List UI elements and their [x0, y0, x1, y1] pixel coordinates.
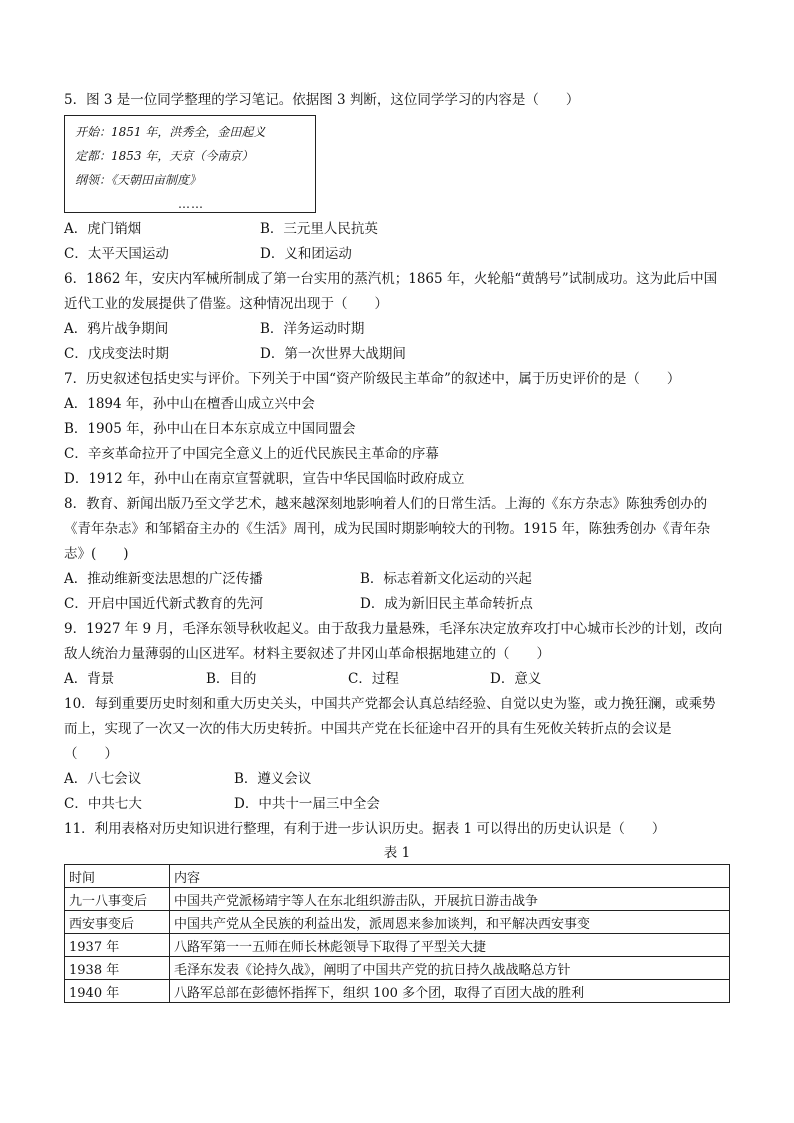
q7-option-d[interactable]: D．1912 年，孙中山在南京宣誓就职，宣告中华民国临时政府成立 — [64, 471, 465, 487]
row-content: 毛泽东发表《论持久战》，阐明了中国共产党的抗日持久战战略总方针 — [170, 957, 730, 980]
row-content: 中国共产党从全民族的利益出发，派周恩来参加谈判，和平解决西安事变 — [170, 911, 730, 934]
q5-stem: 5．图 3 是一位同学整理的学习笔记。依据图 3 判断，这位同学学习的内容是（ ） — [64, 92, 580, 108]
q10-stem-line1: 10．每到重要历史时刻和重大历史关头，中国共产党都会认真总结经验、自觉以史为鉴，或力挽狂澜，或乘势 — [64, 696, 716, 712]
row-time: 1940 年 — [65, 980, 170, 1003]
table-row — [65, 957, 730, 980]
q6-stem-line2: 近代工业的发展提供了借鉴。这种情况出现于（ ） — [64, 296, 388, 312]
q8-options-row2 — [64, 592, 730, 617]
q10-stem-line3: （ ） — [64, 746, 118, 762]
q9-options-row — [64, 667, 730, 692]
study-note-figure — [64, 115, 316, 213]
q9-option-c[interactable]: C．过程 — [348, 671, 399, 687]
q9-option-a[interactable]: A．背景 — [64, 671, 115, 687]
q5-option-c[interactable]: C．太平天国运动 — [64, 246, 169, 262]
q5-options-row1 — [64, 217, 730, 242]
q10-option-c[interactable]: C．中共七大 — [64, 796, 142, 812]
note-line-program: 纲领：《天朝田亩制度》 — [75, 173, 202, 187]
q9-option-b[interactable]: B．目的 — [206, 671, 257, 687]
q10-option-d[interactable]: D．中共十一届三中全会 — [234, 796, 380, 812]
q6-option-c[interactable]: C．戊戌变法时期 — [64, 346, 169, 362]
q10-options-row1 — [64, 767, 730, 792]
q6-stem-line1: 6．1862 年，安庆内军械所制成了第一台实用的蒸汽机；1865 年，火轮船“黄鹄号”试制成功。这为此后中国 — [64, 271, 718, 287]
row-content: 八路军总部在彭德怀指挥下，组织 100 多个团，取得了百团大战的胜利 — [170, 980, 730, 1003]
note-line-capital: 定都：1853 年，天京（今南京） — [75, 149, 254, 163]
q10-option-b[interactable]: B．遵义会议 — [234, 771, 312, 787]
table-caption: 表 1 — [383, 845, 411, 861]
q8-option-a[interactable]: A．推动维新变法思想的广泛传播 — [64, 571, 263, 587]
q7-stem: 7．历史叙述包括史实与评价。下列关于中国“资产阶级民主革命”的叙述中，属于历史评价的是（ ） — [64, 371, 681, 387]
row-content: 中国共产党派杨靖宇等人在东北组织游击队，开展抗日游击战争 — [170, 888, 730, 911]
row-time: 1937 年 — [65, 934, 170, 957]
q9-stem-line1: 9．1927 年 9 月，毛泽东领导秋收起义。由于敌我力量悬殊，毛泽东决定放弃攻打中心城市长沙的计划，改向 — [64, 621, 723, 637]
q6-options-row1 — [64, 317, 730, 342]
exam-page — [64, 88, 730, 1003]
q10-option-a[interactable]: A．八七会议 — [64, 771, 142, 787]
q7-option-a[interactable]: A．1894 年，孙中山在檀香山成立兴中会 — [64, 396, 315, 412]
q5-options-row2 — [64, 242, 730, 267]
table-row — [65, 911, 730, 934]
q11-stem: 11．利用表格对历史知识进行整理，有利于进一步认识历史。据表 1 可以得出的历史认识是（ ） — [64, 821, 666, 837]
q7-option-b[interactable]: B．1905 年，孙中山在日本东京成立中国同盟会 — [64, 421, 356, 437]
q8-stem-line2: 《青年杂志》和邹韬奋主办的《生活》周刊，成为民国时期影响较大的刊物。1915 年，陈独秀创办《青年杂 — [64, 521, 711, 537]
q6-option-b[interactable]: B．洋务运动时期 — [260, 321, 365, 337]
q8-stem-line1: 8．教育、新闻出版乃至文学艺术，越来越深刻地影响着人们的日常生活。上海的《东方杂志》陈独秀创办的 — [64, 496, 708, 512]
row-time: 西安事变后 — [65, 911, 170, 934]
q8-option-c[interactable]: C．开启中国近代新式教育的先河 — [64, 596, 264, 612]
row-time: 九一八事变后 — [65, 888, 170, 911]
q9-stem-line2: 敌人统治力量薄弱的山区进军。材料主要叙述了井冈山革命根据地建立的（ ） — [64, 646, 550, 662]
q8-option-b[interactable]: B．标志着新文化运动的兴起 — [360, 571, 532, 587]
q5-option-a[interactable]: A．虎门销烟 — [64, 221, 142, 237]
q10-stem-line2: 而上，实现了一次又一次的伟大历史转折。中国共产党在长征途中召开的具有生死攸关转折点的会议是 — [64, 721, 672, 737]
row-content: 八路军第一一五师在师长林彪领导下取得了平型关大捷 — [170, 934, 730, 957]
table-header-row — [65, 865, 730, 888]
q9-option-d[interactable]: D．意义 — [490, 671, 542, 687]
note-line-start: 开始：1851 年，洪秀全，金田起义 — [75, 125, 266, 139]
q8-option-d[interactable]: D．成为新旧民主革命转折点 — [360, 596, 533, 612]
table-row — [65, 934, 730, 957]
header-content: 内容 — [170, 865, 730, 888]
history-table — [64, 864, 730, 1003]
table-row — [65, 980, 730, 1003]
q7-option-c[interactable]: C．辛亥革命拉开了中国完全意义上的近代民族民主革命的序幕 — [64, 446, 439, 462]
q10-options-row2 — [64, 792, 730, 817]
q6-options-row2 — [64, 342, 730, 367]
q6-option-d[interactable]: D．第一次世界大战期间 — [260, 346, 406, 362]
q8-stem-line3: 志》( ) — [64, 546, 129, 562]
table-row — [65, 888, 730, 911]
header-time: 时间 — [65, 865, 170, 888]
note-ellipsis: …… — [178, 197, 204, 211]
q8-options-row1 — [64, 567, 730, 592]
q6-option-a[interactable]: A．鸦片战争期间 — [64, 321, 169, 337]
q5-option-d[interactable]: D．义和团运动 — [260, 246, 352, 262]
row-time: 1938 年 — [65, 957, 170, 980]
q5-option-b[interactable]: B．三元里人民抗英 — [260, 221, 378, 237]
